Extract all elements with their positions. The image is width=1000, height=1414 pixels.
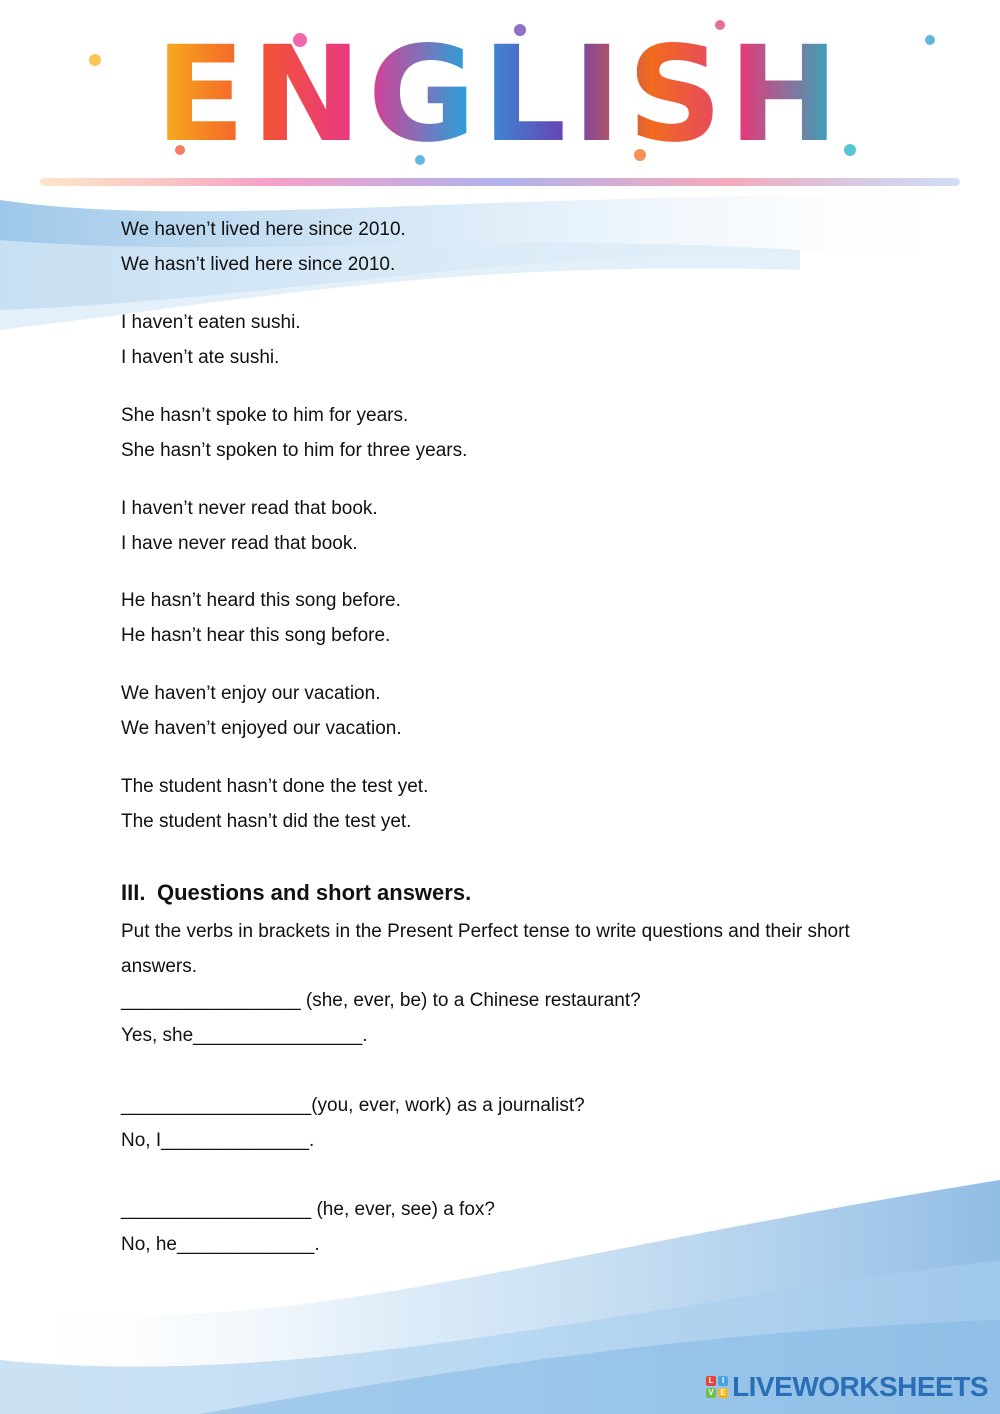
sentence-option: He hasn’t hear this song before. — [121, 625, 391, 646]
answer-line[interactable]: No, he_____________. — [121, 1234, 320, 1255]
answer-line[interactable]: No, I______________. — [121, 1130, 315, 1151]
question-line[interactable]: __________________ (he, ever, see) a fox? — [121, 1199, 495, 1220]
sentence-option: I haven’t never read that book. — [121, 498, 378, 519]
sentence-option: I haven’t ate sushi. — [121, 347, 280, 368]
answer-line[interactable]: Yes, she________________. — [121, 1025, 368, 1046]
sentence-option: We haven’t enjoy our vacation. — [121, 683, 381, 704]
section-title: Questions and short answers. — [157, 880, 472, 905]
sentence-option: The student hasn’t done the test yet. — [121, 776, 429, 797]
header-banner — [0, 0, 1000, 195]
sentence-option: She hasn’t spoke to him for years. — [121, 405, 409, 426]
sentence-option: I have never read that book. — [121, 533, 358, 554]
brand-name: LIVEWORKSHEETS — [732, 1371, 988, 1402]
question-line[interactable]: _________________ (she, ever, be) to a Chinese restaurant? — [121, 990, 641, 1011]
liveworksheets-logo[interactable] — [706, 1372, 988, 1402]
section-heading — [121, 880, 471, 906]
sentence-option: We haven’t lived here since 2010. — [121, 219, 406, 240]
section-instruction: Put the verbs in brackets in the Present Perfect tense to write questions and their short answers. — [121, 921, 850, 977]
question-line[interactable]: __________________(you, ever, work) as a journalist? — [121, 1095, 585, 1116]
section-number: III. — [121, 880, 146, 905]
sentence-option: We hasn’t lived here since 2010. — [121, 254, 396, 275]
english-title: ENGLISH — [155, 18, 845, 172]
sentence-option: He hasn’t heard this song before. — [121, 590, 401, 611]
english-logo-art — [0, 0, 1000, 195]
sentence-option: I haven’t eaten sushi. — [121, 312, 301, 333]
sentence-option: The student hasn’t did the test yet. — [121, 811, 412, 832]
sentence-option: She hasn’t spoken to him for three years. — [121, 440, 468, 461]
sentence-option: We haven’t enjoyed our vacation. — [121, 718, 402, 739]
liveworksheets-mark-icon: L I V E — [706, 1376, 728, 1398]
